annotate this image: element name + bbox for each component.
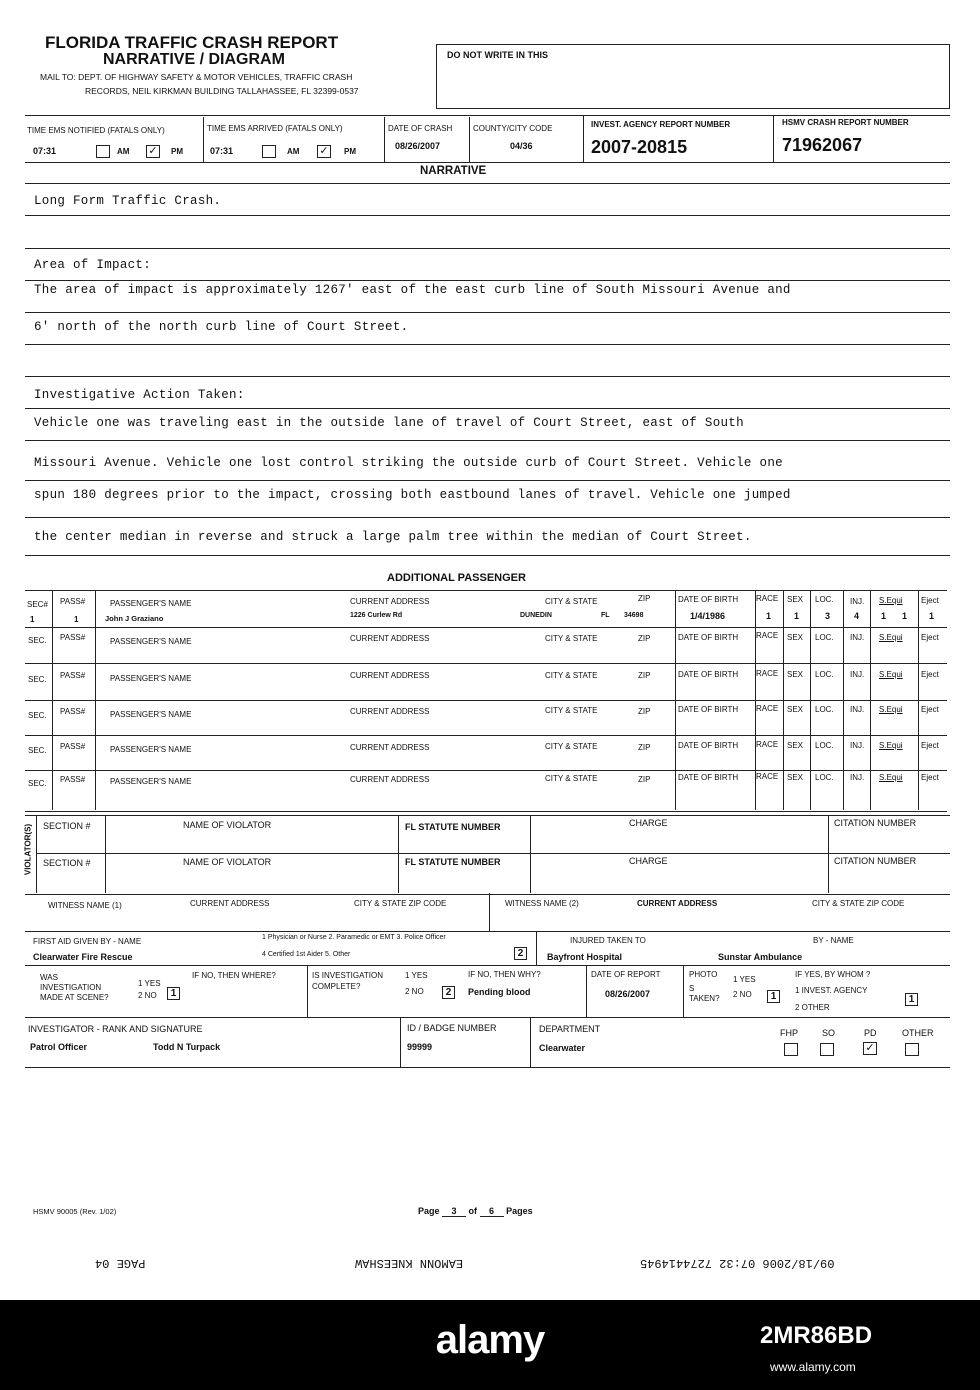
scene-label-3: MADE AT SCENE?	[40, 993, 109, 1002]
passenger-pass: 1	[74, 615, 79, 624]
photo-no-option: 2 NO	[733, 990, 752, 999]
fax-sender-text: EAMONN KNEESHAW	[355, 1256, 464, 1270]
address-label: CURRENT ADDRESS	[350, 775, 430, 784]
eject-label: Eject	[921, 596, 939, 605]
city-label: CITY & STATE	[545, 634, 598, 643]
statute-label: FL STATUTE NUMBER	[405, 857, 501, 867]
passenger-inj: 4	[854, 611, 860, 621]
name-label: PASSENGER'S NAME	[110, 637, 192, 646]
scene-label-2: INVESTIGATION	[40, 983, 102, 992]
address-label: CURRENT ADDRESS	[350, 743, 430, 752]
injured-taken-value: Bayfront Hospital	[547, 952, 623, 962]
department-label: DEPARTMENT	[539, 1024, 601, 1034]
pass-label: PASS#	[60, 707, 86, 716]
eject-label: Eject	[921, 773, 939, 782]
loc-label: LOC.	[815, 741, 834, 750]
dob-label: DATE OF BIRTH	[678, 633, 739, 642]
sex-label: SEX	[787, 670, 804, 679]
photo-label-3: TAKEN?	[689, 994, 720, 1003]
passenger-state: FL	[601, 612, 610, 619]
where-label: IF NO, THEN WHERE?	[192, 971, 276, 980]
photo-yes-option: 1 YES	[733, 975, 756, 984]
first-aid-options-2: 4 Certified 1st Aider 5. Other	[262, 951, 351, 958]
dob-label: DATE OF BIRTH	[678, 773, 739, 782]
section-label: SECTION #	[43, 858, 91, 868]
inj-label: INJ.	[850, 705, 865, 714]
witness-1-cityzip-label: CITY & STATE ZIP CODE	[354, 899, 447, 908]
badge-label: ID / BADGE NUMBER	[407, 1023, 497, 1033]
passenger-heading: ADDITIONAL PASSENGER	[387, 572, 526, 584]
pass-label: PASS#	[60, 742, 86, 751]
witness-1-label: WITNESS NAME (1)	[48, 901, 122, 910]
mail-line-1: MAIL TO: DEPT. OF HIGHWAY SAFETY & MOTOR VEHICLES, TRAFFIC CRASH	[40, 72, 353, 82]
by-name-label: BY - NAME	[813, 936, 854, 945]
address-label: CURRENT ADDRESS	[350, 634, 430, 643]
complete-no-option: 2 NO	[405, 987, 424, 996]
dob-label: DATE OF BIRTH	[678, 670, 739, 679]
inj-label: INJ.	[850, 670, 865, 679]
sec-label: SEC.	[28, 675, 47, 684]
loc-label: LOC.	[815, 773, 834, 782]
sequi-label: S.Equi	[879, 773, 903, 782]
ems-arrived-label: TIME EMS ARRIVED (FATALS ONLY)	[207, 124, 343, 133]
race-label: RACE	[756, 740, 779, 749]
other-label: OTHER	[902, 1028, 934, 1038]
photo-label-1: PHOTO	[689, 970, 718, 979]
fax-page	[95, 1256, 145, 1270]
first-aid-value: Clearwater Fire Rescue	[33, 952, 133, 962]
county-code-value: 04/36	[510, 141, 533, 151]
page-counter	[418, 1206, 533, 1217]
name-label: PASSENGER'S NAME	[110, 599, 192, 608]
ems-notified-time: 07:31	[33, 146, 57, 156]
page-number: 3	[442, 1206, 466, 1217]
passenger-sequi-1: 1	[881, 611, 887, 621]
am-label: AM	[117, 147, 130, 156]
statute-label: FL STATUTE NUMBER	[405, 822, 501, 832]
sec-label: SEC.	[28, 746, 47, 755]
by-whom-option-2: 2 OTHER	[795, 1003, 830, 1012]
first-aid-options-1: 1 Physician or Nurse 2. Paramedic or EMT 3. Police Officer	[262, 934, 446, 941]
crash-date-value: 08/26/2007	[395, 141, 441, 151]
pm-label: PM	[171, 147, 183, 156]
pass-label: PASS#	[60, 671, 86, 680]
sequi-label: S.Equi	[879, 670, 903, 679]
violator-name-label: NAME OF VIOLATOR	[183, 857, 272, 867]
page-total: 6	[480, 1206, 504, 1217]
by-whom-option-1: 1 INVEST. AGENCY	[795, 986, 868, 995]
sequi-label: S.Equi	[879, 741, 903, 750]
sec-label: SEC.	[28, 779, 47, 788]
narrative-line: Vehicle one was traveling east in the outside lane of travel of Court Street, east of South	[34, 416, 744, 430]
zip-label: ZIP	[638, 775, 651, 784]
form-title: FLORIDA TRAFFIC CRASH REPORT	[45, 33, 339, 52]
zip-label: ZIP	[638, 707, 651, 716]
fax-timestamp	[640, 1256, 834, 1270]
witness-1-address-label: CURRENT ADDRESS	[190, 899, 270, 908]
fax-page-text: PAGE 04	[95, 1256, 146, 1270]
sequi-label: S.Equi	[879, 705, 903, 714]
violators-side-label: VIOLATOR(S)	[23, 823, 33, 876]
loc-label: LOC.	[815, 705, 834, 714]
ems-arrived-time: 07:31	[210, 146, 234, 156]
sec-label: SEC#	[27, 600, 48, 609]
county-code-label: COUNTY/CITY CODE	[473, 124, 553, 133]
report-date-value: 08/26/2007	[605, 989, 651, 999]
zip-label: ZIP	[638, 594, 651, 603]
mail-line-2: RECORDS, NEIL KIRKMAN BUILDING TALLAHASSEE, FL 32399-0537	[85, 86, 359, 96]
why-value: Pending blood	[468, 987, 531, 997]
form-number: HSMV 90005 (Rev. 1/02)	[33, 1207, 117, 1216]
complete-code-box[interactable]: 2	[442, 986, 455, 999]
ems-arrived-am-checkbox[interactable]	[262, 145, 276, 158]
sex-label: SEX	[787, 633, 804, 642]
race-label: RACE	[756, 704, 779, 713]
narrative-line: Investigative Action Taken:	[34, 388, 245, 402]
check-icon: ✓	[865, 1042, 875, 1054]
narrative-line: Missouri Avenue. Vehicle one lost control striking the outside curb of Court Street. Vehicle one	[34, 456, 783, 470]
fax-sender	[355, 1256, 463, 1270]
sex-label: SEX	[787, 705, 804, 714]
ems-arrived-pm-checkbox[interactable]	[317, 145, 331, 158]
section-label: SECTION #	[43, 821, 91, 831]
address-label: CURRENT ADDRESS	[350, 597, 430, 606]
do-not-write-label: DO NOT WRITE IN THIS	[447, 50, 548, 60]
city-label: CITY & STATE	[545, 774, 598, 783]
charge-label: CHARGE	[629, 856, 668, 866]
form-subtitle: NARRATIVE / DIAGRAM	[103, 51, 285, 68]
passenger-address: 1226 Curlew Rd	[350, 612, 403, 619]
pass-label: PASS#	[60, 633, 86, 642]
narrative-line: The area of impact is approximately 1267' east of the east curb line of South Missouri Avenue and	[34, 283, 791, 297]
fhp-checkbox[interactable]	[784, 1043, 798, 1056]
loc-label: LOC.	[815, 595, 834, 604]
inj-label: INJ.	[850, 773, 865, 782]
ems-notified-label: TIME EMS NOTIFIED (FATALS ONLY)	[27, 126, 165, 135]
check-icon: ✓	[319, 145, 329, 157]
photo-code-box[interactable]: 1	[767, 990, 780, 1003]
pages-word: Pages	[506, 1206, 533, 1216]
passenger-sec: 1	[30, 615, 35, 624]
photo-label-2: S	[689, 984, 695, 993]
sex-label: SEX	[787, 595, 804, 604]
page-word: Page	[418, 1206, 440, 1216]
eject-label: Eject	[921, 705, 939, 714]
race-label: RACE	[756, 772, 779, 781]
ems-notified-pm-checkbox[interactable]	[146, 145, 160, 158]
sex-label: SEX	[787, 773, 804, 782]
narrative-line: Long Form Traffic Crash.	[34, 194, 222, 208]
report-date-label: DATE OF REPORT	[591, 970, 661, 979]
passenger-dob: 1/4/1986	[690, 611, 726, 621]
agency-report-number: 2007-20815	[591, 137, 688, 157]
so-checkbox[interactable]	[820, 1043, 834, 1056]
zip-label: ZIP	[638, 671, 651, 680]
passenger-city: DUNEDIN	[520, 612, 552, 619]
charge-label: CHARGE	[629, 818, 668, 828]
hsmv-report-label: HSMV CRASH REPORT NUMBER	[782, 118, 909, 127]
citation-label: CITATION NUMBER	[834, 818, 917, 828]
dob-label: DATE OF BIRTH	[678, 741, 739, 750]
fhp-label: FHP	[780, 1028, 798, 1038]
scene-code-box[interactable]: 1	[167, 987, 180, 1000]
badge-value: 99999	[407, 1042, 433, 1052]
name-label: PASSENGER'S NAME	[110, 710, 192, 719]
address-label: CURRENT ADDRESS	[350, 707, 430, 716]
eject-label: Eject	[921, 633, 939, 642]
race-label: RACE	[756, 631, 779, 640]
complete-label-1: IS INVESTIGATION	[312, 971, 383, 980]
check-icon: ✓	[148, 145, 158, 157]
name-label: PASSENGER'S NAME	[110, 745, 192, 754]
passenger-loc: 3	[825, 611, 831, 621]
pd-checkbox[interactable]	[863, 1042, 877, 1055]
passenger-name: John J Graziano	[105, 614, 164, 623]
am-label: AM	[287, 147, 300, 156]
passenger-sex: 1	[794, 611, 800, 621]
crash-date-label: DATE OF CRASH	[388, 124, 453, 133]
city-label: CITY & STATE	[545, 597, 598, 606]
passenger-zip: 34698	[624, 612, 644, 619]
narrative-line: spun 180 degrees prior to the impact, crossing both eastbound lanes of travel. Vehicle one jumped	[34, 488, 791, 502]
inj-label: INJ.	[850, 633, 865, 642]
eject-label: Eject	[921, 670, 939, 679]
address-label: CURRENT ADDRESS	[350, 671, 430, 680]
loc-label: LOC.	[815, 633, 834, 642]
race-label: RACE	[756, 594, 779, 603]
scene-label-1: WAS	[40, 973, 58, 982]
violator-name-label: NAME OF VIOLATOR	[183, 820, 272, 830]
watermark-brand: alamy	[435, 1318, 545, 1362]
sequi-label: S.Equi	[879, 633, 903, 642]
scene-no-option: 2 NO	[138, 991, 157, 1000]
race-label: RACE	[756, 669, 779, 678]
witness-2-address-label: CURRENT ADDRESS	[637, 899, 718, 908]
sec-label: SEC.	[28, 636, 47, 645]
inj-label: INJ.	[850, 741, 865, 750]
narrative-line: the center median in reverse and struck a large palm tree within the median of Court Street.	[34, 530, 752, 544]
fax-timestamp-text: 09/18/2006 07:32 7274414945	[640, 1256, 835, 1270]
watermark-image-id: 2MR86BD	[760, 1322, 873, 1349]
narrative-heading: NARRATIVE	[420, 165, 487, 177]
inj-label: INJ.	[850, 597, 865, 606]
complete-label-2: COMPLETE?	[312, 982, 361, 991]
complete-yes-option: 1 YES	[405, 971, 428, 980]
by-whom-label: IF YES, BY WHOM ?	[795, 970, 871, 979]
first-aid-code-box[interactable]: 2	[514, 947, 527, 960]
pm-label: PM	[344, 147, 356, 156]
city-label: CITY & STATE	[545, 742, 598, 751]
hsmv-report-number: 71962067	[782, 135, 863, 155]
pass-label: PASS#	[60, 775, 86, 784]
name-label: PASSENGER'S NAME	[110, 674, 192, 683]
witness-2-cityzip-label: CITY & STATE ZIP CODE	[812, 899, 905, 908]
pass-label: PASS#	[60, 597, 86, 606]
pd-label: PD	[864, 1028, 877, 1038]
sex-label: SEX	[787, 741, 804, 750]
zip-label: ZIP	[638, 743, 651, 752]
passenger-race: 1	[766, 611, 772, 621]
investigator-name: Todd N Turpack	[153, 1042, 221, 1052]
loc-label: LOC.	[815, 670, 834, 679]
passenger-eject: 1	[929, 611, 935, 621]
so-label: SO	[822, 1028, 836, 1038]
dob-label: DATE OF BIRTH	[678, 595, 739, 604]
watermark-url: www.alamy.com	[770, 1360, 856, 1374]
city-label: CITY & STATE	[545, 671, 598, 680]
scene-yes-option: 1 YES	[138, 979, 161, 988]
dob-label: DATE OF BIRTH	[678, 705, 739, 714]
injured-taken-label: INJURED TAKEN TO	[570, 936, 646, 945]
by-name-value: Sunstar Ambulance	[718, 952, 803, 962]
first-aid-label: FIRST AID GIVEN BY - NAME	[33, 937, 142, 946]
eject-label: Eject	[921, 741, 939, 750]
sec-label: SEC.	[28, 711, 47, 720]
sequi-label: S.Equi	[879, 596, 903, 605]
witness-2-label: WITNESS NAME (2)	[505, 899, 579, 908]
department-value: Clearwater	[539, 1043, 586, 1053]
name-label: PASSENGER'S NAME	[110, 777, 192, 786]
of-word: of	[468, 1206, 478, 1216]
city-label: CITY & STATE	[545, 706, 598, 715]
why-label: IF NO, THEN WHY?	[468, 970, 541, 979]
other-checkbox[interactable]	[905, 1043, 919, 1056]
agency-report-label: INVEST. AGENCY REPORT NUMBER	[591, 120, 731, 129]
investigator-rank: Patrol Officer	[30, 1042, 88, 1052]
by-whom-code-box[interactable]: 1	[905, 993, 918, 1006]
narrative-line: Area of Impact:	[34, 258, 152, 272]
office-use-box	[436, 44, 950, 109]
passenger-sequi-2: 1	[902, 611, 908, 621]
first-aid-row	[25, 931, 950, 966]
citation-label: CITATION NUMBER	[834, 856, 917, 866]
investigator-label: INVESTIGATOR - RANK AND SIGNATURE	[28, 1024, 203, 1034]
ems-notified-am-checkbox[interactable]	[96, 145, 110, 158]
narrative-line: 6' north of the north curb line of Court Street.	[34, 320, 409, 334]
zip-label: ZIP	[638, 634, 651, 643]
